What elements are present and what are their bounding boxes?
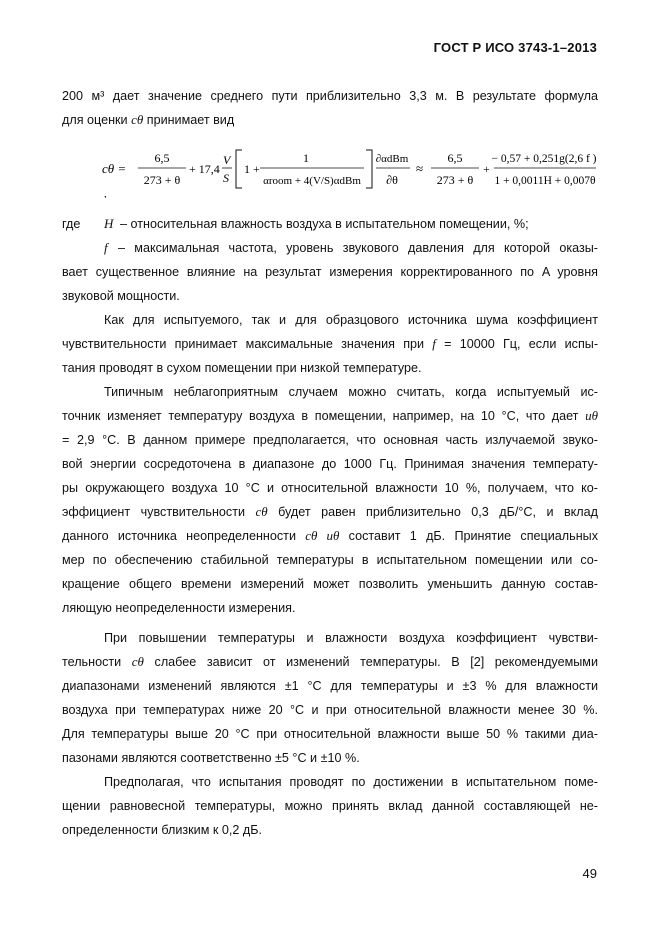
- p2-line-7-pre: данного источника неопределенности: [62, 529, 296, 543]
- p2-line-7-post: составит 1 дБ. Принятие специальных: [348, 529, 598, 543]
- formula-d-denominator: 1 + 0,0011H + 0,007θ: [494, 175, 596, 187]
- formula-plus-1: + 17,4: [189, 162, 220, 176]
- p2-line-10: ляющую неопределенности измерения.: [62, 601, 296, 615]
- where-h-line: [62, 212, 598, 236]
- p2-line-4: вой энергии сосредоточена в диапазоне до 1000 Гц. Принимая значения температу-: [62, 457, 598, 471]
- symbol-u-theta: uθ: [585, 408, 598, 423]
- p3-line-3: диапазонами изменений являются ±1 °С для температуры и ±3 % для влажности: [62, 679, 598, 693]
- intro-paragraph: [62, 84, 598, 132]
- p3-line-4: воздуха при температурах ниже 20 °С и при относительной влажности менее 30 %.: [62, 703, 598, 717]
- formula-b-denominator: αroom + 4(V/S)αdBm: [263, 175, 361, 187]
- p2-line-3: = 2,9 °С. В данном примере предполагается, что основная часть излучаемой звуко-: [62, 433, 598, 447]
- p3-line-1: При повышении температуры и влажности воздуха коэффициент чувстви-: [104, 631, 598, 645]
- symbol-f: f: [104, 240, 108, 255]
- paragraph-example: [62, 380, 598, 620]
- where-f-line: [62, 236, 598, 260]
- formula: [100, 142, 600, 198]
- p1-line-3: тания проводят в сухом помещении при низкой температуре.: [62, 361, 422, 375]
- p3-line-2-post: слабее зависит от изменений температуры. В [2] рекомендуемыми: [154, 655, 598, 669]
- intro-line-1: 200 м³ дает значение среднего пути приблизительно 3,3 м. В результате формула: [62, 89, 598, 103]
- formula-a-denominator: 273 + θ: [143, 173, 181, 187]
- intro-line-2: [62, 108, 598, 132]
- symbol-f: f: [432, 336, 436, 351]
- formula-plus-2: +: [483, 162, 490, 176]
- intro-line-2-post: принимает вид: [143, 113, 235, 127]
- p2-line-8: мер по обеспечению стабильной температуры в испытательном помещении или со-: [62, 553, 598, 567]
- p2-line-1: Типичным неблагоприятным случаем можно считать, когда испытуемый ис-: [104, 385, 598, 399]
- symbol-h: H: [104, 216, 114, 231]
- p3-line-2: [62, 650, 598, 674]
- paragraph-equilibrium: [62, 770, 598, 842]
- where-h-text: – относительная влажность воздуха в испытательном помещении, %;: [120, 217, 529, 231]
- p4-line-2: щении равновесной температуры, можно принять вклад данной составляющей не-: [62, 799, 598, 813]
- symbol-c-theta: cθ: [131, 112, 144, 127]
- p2-line-6: [62, 500, 598, 524]
- p2-line-7: [62, 524, 598, 548]
- formula-c-numerator: 6,5: [447, 151, 463, 165]
- intro-line-2-pre: для оценки: [62, 113, 132, 127]
- where-clause: [62, 212, 598, 308]
- formula-trailing-comma: ,: [104, 188, 107, 198]
- formula-graphic: [100, 142, 600, 198]
- formula-deriv-numerator: ∂αdBm: [375, 153, 409, 165]
- p2-line-2-pre: точник изменяет температуру воздуха в помещении, например, на 10 °С, что дает: [62, 409, 579, 423]
- p2-line-9: кращение общего времени измерений может позволить уменьшить данную состав-: [62, 577, 598, 591]
- formula-vs-s: S: [223, 171, 229, 185]
- symbol-c-u-theta: cθ uθ: [305, 528, 340, 543]
- formula-left-bracket: [236, 150, 242, 188]
- formula-b-numerator: 1: [303, 151, 309, 165]
- paragraph-sensitivity: [62, 308, 598, 380]
- page-number: 49: [582, 866, 597, 881]
- p2-line-5: ры окружающего воздуха 10 °С и относительной влажности 10 %, получаем, что ко-: [62, 481, 598, 495]
- p3-line-6: пазонами являются соответственно ±5 °С и ±10 %.: [62, 751, 360, 765]
- symbol-c-theta: cθ: [255, 504, 268, 519]
- where-f-text: – максимальная частота, уровень звукового давления для которой оказы-: [118, 241, 598, 255]
- formula-right-bracket: [366, 150, 372, 188]
- p2-line-2: [62, 404, 598, 428]
- where-f-line-2: вает существенное влияние на результат измерения корректированного по A уровня: [62, 265, 598, 279]
- p1-line-1: Как для испытуемого, так и для образцового источника шума коэффициент: [104, 313, 598, 327]
- symbol-c-theta: cθ: [131, 654, 144, 669]
- formula-vs-v: V: [223, 153, 231, 167]
- p1-line-2-post: = 10000 Гц, если испы-: [444, 337, 598, 351]
- p2-line-6-post: будет равен приблизительно 0,3 дБ/°С, и вклад: [278, 505, 598, 519]
- p3-line-2-pre: тельности: [62, 655, 122, 669]
- formula-a-numerator: 6,5: [154, 151, 170, 165]
- p1-line-2: [62, 332, 598, 356]
- formula-approx: ≈: [416, 161, 424, 176]
- p2-line-6-pre: эффициент чувствительности: [62, 505, 245, 519]
- formula-lhs: cθ =: [102, 161, 127, 176]
- formula-c-denominator: 273 + θ: [436, 173, 474, 187]
- p4-line-1: Предполагая, что испытания проводят по достижении в испытательном поме-: [104, 775, 598, 789]
- formula-d-numerator: − 0,57 + 0,251g(2,6 f ): [491, 153, 597, 165]
- paragraph-humidity: [62, 626, 598, 770]
- where-f-line-3: звуковой мощности.: [62, 289, 180, 303]
- p1-line-2-pre: чувствительности принимает максимальные значения при: [62, 337, 425, 351]
- p3-line-5: Для температуры выше 20 °С при относительной влажности выше 50 % такими диа-: [62, 727, 598, 741]
- where-label: где: [62, 217, 81, 231]
- document-header: ГОСТ Р ИСО 3743-1–2013: [433, 40, 597, 55]
- p4-line-3: определенности близким к 0,2 дБ.: [62, 823, 262, 837]
- formula-bracket-one: 1 +: [244, 162, 260, 176]
- formula-deriv-denominator: ∂θ: [386, 173, 398, 187]
